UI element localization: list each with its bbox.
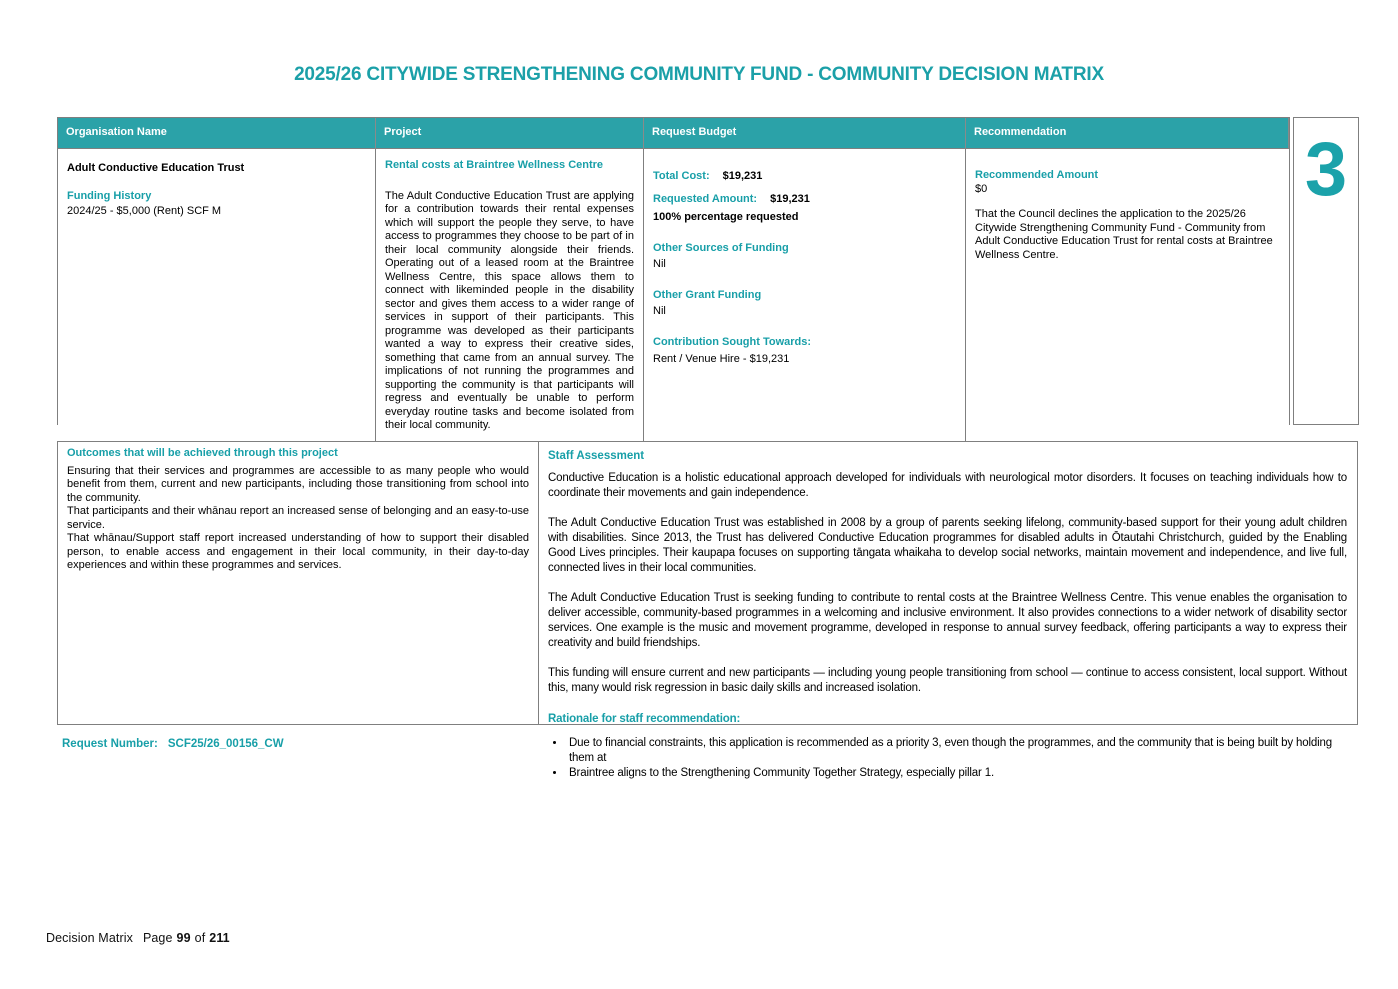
requested-amount-value: $19,231 (770, 192, 810, 205)
other-sources-label: Other Sources of Funding (653, 241, 789, 254)
total-cost-label: Total Cost: (653, 170, 710, 182)
footer-of-label: of (194, 931, 206, 945)
request-budget-cell (644, 149, 966, 442)
funding-history-label: Funding History (67, 189, 152, 202)
recommended-amount-value: $0 (975, 182, 988, 195)
column-header-project: Project (376, 118, 644, 149)
priority-number: 3 (1304, 127, 1348, 212)
other-grant-value: Nil (653, 305, 666, 317)
organisation-cell (58, 149, 376, 442)
contribution-sought-value: Rent / Venue Hire - $19,231 (653, 353, 790, 365)
staff-paragraph: This funding will ensure current and new participants — including young people transitioning from school — continue to access consistent, local support. Without this, many would risk regression in basic daily skills and increased isolation. (548, 667, 1347, 694)
column-header-request-budget: Request Budget (644, 118, 966, 149)
recommendation-cell (966, 149, 1289, 442)
column-header-organisation-name: Organisation Name (58, 118, 376, 149)
footer-page-total: 211 (209, 931, 230, 945)
total-cost-value: $19,231 (722, 170, 763, 182)
outcomes-heading: Outcomes that will be achieved through this project (67, 447, 338, 459)
priority-cell (1293, 117, 1359, 425)
footer-page-current: 99 (176, 931, 191, 945)
staff-paragraph: The Adult Conductive Education Trust was established in 2008 by a group of parents seeking lifelong, community-based support for their young adult children with disabilities. Since 2013, the Trust has delivered Conductive Education programmes for disabled adults in Ōtautahi Christchurch, guided by the Enabling Good Lives principles. Their kaupapa focuses on supporting tāngata whaikaha to develop social networks, maintain movement and independence, and live full, connected lives in their local communities. (548, 517, 1347, 574)
application-table (57, 117, 1290, 431)
organisation-name: Adult Conductive Education Trust (67, 162, 245, 174)
recommendation-text: That the Council declines the application to the 2025/26 Citywide Strengthening Community Fund - Community from Adult Conductive Education Trust for rental costs at Braintree Wellness Centre. (975, 208, 1273, 261)
decision-matrix-table (57, 117, 1360, 431)
staff-assessment-heading: Staff Assessment (548, 450, 645, 462)
staff-paragraph: The Adult Conductive Education Trust is seeking funding to contribute to rental costs at the Braintree Wellness Centre. This venue enables the organisation to deliver accessible, community-based programmes in a welcoming and inclusive environment. It also provides connections to a wider network of disability sector services. One example is the music and movement programme, developed in response to annual survey feedback, offering participants a way to express their creativity and build friendships. (548, 592, 1347, 649)
page-footer (46, 932, 230, 946)
other-grant-label: Other Grant Funding (653, 288, 762, 301)
other-sources-value: Nil (653, 258, 666, 270)
rationale-list (548, 736, 1347, 781)
footer-doc-name: Decision Matrix (46, 931, 133, 945)
page-title: 2025/26 CITYWIDE STRENGTHENING COMMUNITY FUND - COMMUNITY DECISION MATRIX (294, 64, 1104, 85)
staff-paragraph: Conductive Education is a holistic educational approach developed for individuals with neurological motor disorders. It focuses on teaching individuals how to coordinate their movements and gain independence. (548, 472, 1347, 499)
column-header-recommendation: Recommendation (966, 118, 1289, 149)
total-cost-row (653, 170, 956, 184)
rationale-bullet: • Due to financial constraints, this application is recommended as a priority 3, even though the programmes, and the community that is being built by holding them at (566, 736, 1347, 766)
requested-amount-label: Requested Amount: (653, 192, 758, 205)
requested-amount-row (653, 193, 956, 207)
outcomes-paragraph: That whānau/Support staff report increased understanding of how to support their disabled person, to enable access and engagement in their local community, in their day-to-day experiences and within these programmes and services. (67, 532, 529, 571)
project-cell (376, 149, 644, 442)
rationale-bullet: • Braintree aligns to the Strengthening Community Together Strategy, especially pillar 1. (566, 766, 1347, 781)
percentage-requested: 100% percentage requested (653, 211, 799, 223)
footer-page-label: Page (142, 931, 173, 945)
project-description: The Adult Conductive Education Trust are applying for a contribution towards their rental expenses which will support the people they serve, to have access to programmes they choose to be part of in their local community alongside their friends. Operating out of a leased room at the Braintree Wellness Centre, this space allows them to connect with likeminded people in the disability sector and gives them access to a wider range of services in support of their participants. This programme was developed as their participants wanted a way to express their creative sides, something that came from an annual survey. The implications of not running the programmes and supporting the community is that participants will regress and eventually be unable to perform everyday routine tasks and become isolated from their local community. (385, 189, 634, 431)
contribution-sought-label: Contribution Sought Towards: (653, 335, 812, 348)
staff-assessment-cell (539, 442, 1357, 779)
request-number (62, 738, 284, 752)
outcomes-paragraph: Ensuring that their services and programmes are accessible to as many people who would benefit from them, current and new participants, including those transitioning from school into the community. (67, 464, 529, 504)
project-title: Rental costs at Braintree Wellness Centre (385, 159, 604, 171)
outcomes-cell (58, 442, 539, 724)
rationale-heading: Rationale for staff recommendation: (548, 713, 741, 725)
funding-history-value: 2024/25 - $5,000 (Rent) SCF M (67, 205, 222, 217)
outcomes-paragraph: That participants and their whānau report an increased sense of belonging and an easy-to-use service. (67, 505, 529, 531)
request-number-value: SCF25/26_00156_CW (167, 738, 284, 750)
recommended-amount-label: Recommended Amount (975, 169, 1099, 181)
request-number-label: Request Number: (62, 738, 158, 750)
